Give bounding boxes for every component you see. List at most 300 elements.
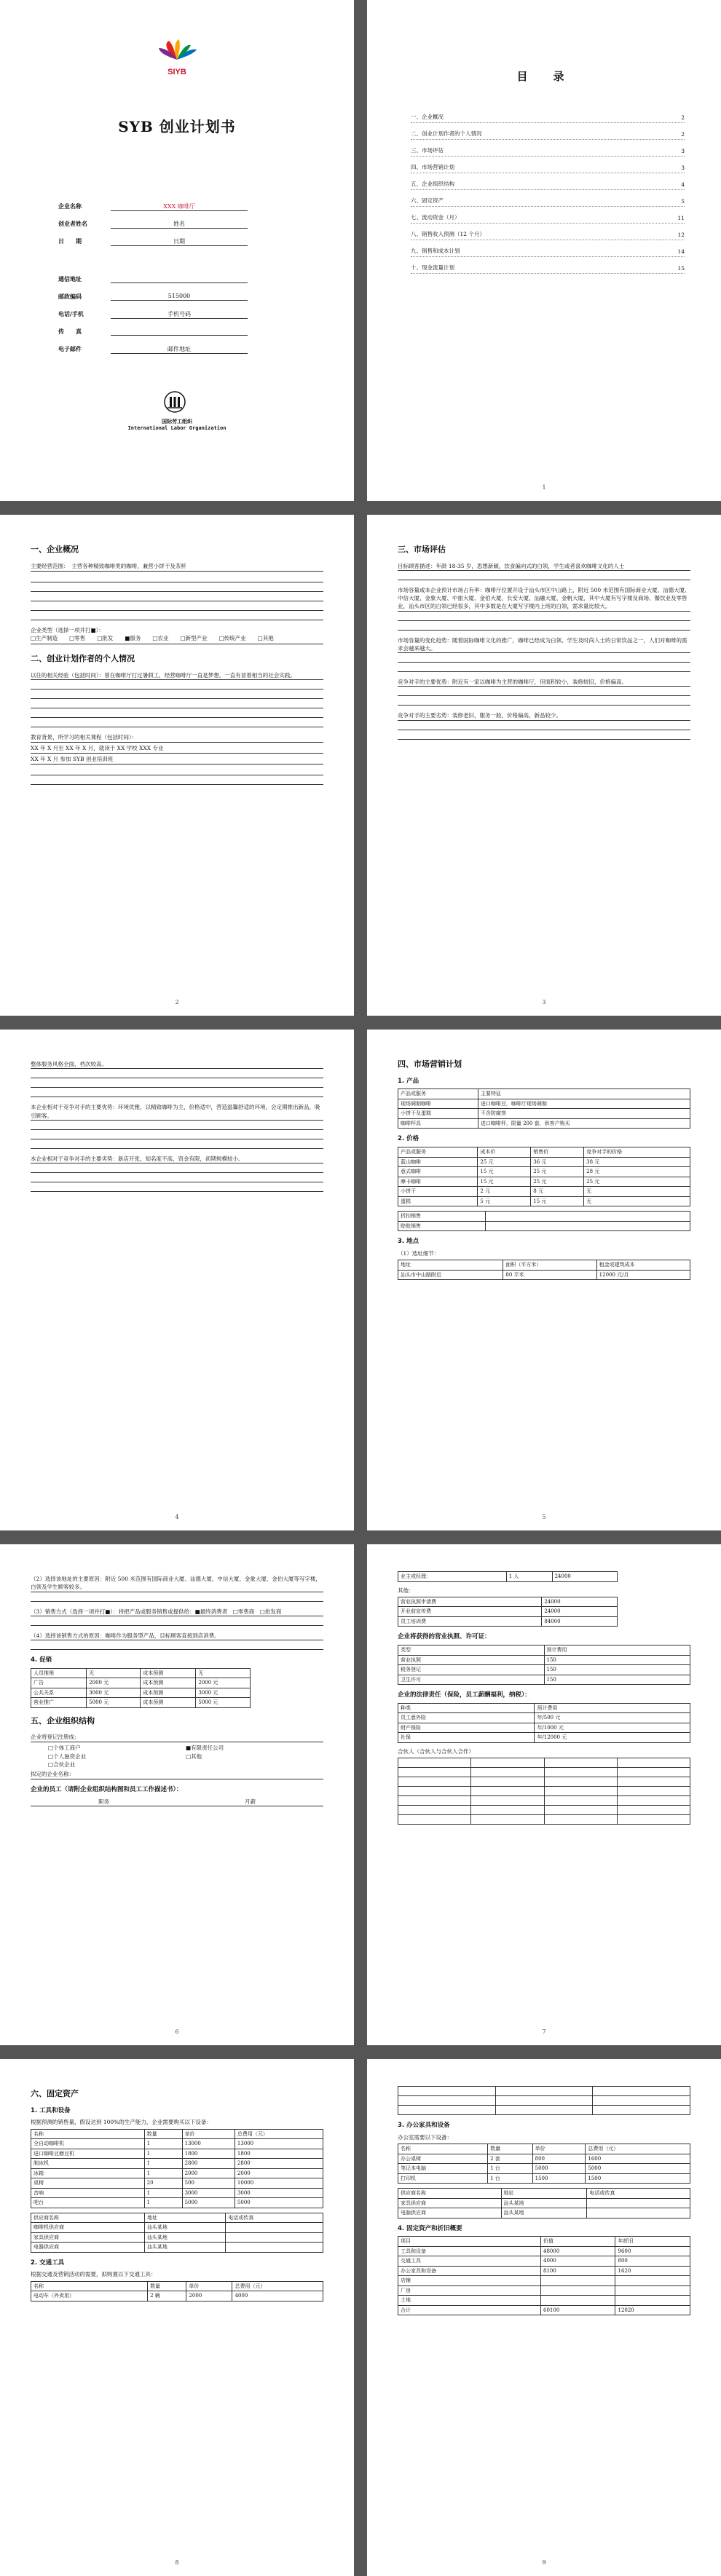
table-cell: 小饼干 xyxy=(398,1187,478,1197)
insurance-table xyxy=(398,1703,690,1743)
table-cell: 1500 xyxy=(586,2173,690,2184)
table-cell: 全自动咖啡机 xyxy=(31,2139,145,2149)
table-cell: 3000 元 xyxy=(87,1688,141,1698)
toc-list xyxy=(411,106,685,274)
table-header-cell: 成本价 xyxy=(478,1147,531,1158)
table-header-cell: 数量 xyxy=(144,2129,182,2139)
table-cell: 150 xyxy=(544,1655,690,1665)
table-row xyxy=(398,1118,690,1129)
other-fund-label: 其他： xyxy=(398,1587,414,1594)
table-row xyxy=(398,1665,690,1675)
table-cell: 进口咖啡豆磨豆机 xyxy=(31,2149,145,2159)
table-row xyxy=(31,1688,251,1698)
credit-label: 赊账销售 xyxy=(398,1221,486,1231)
table-row xyxy=(31,2139,323,2149)
toc-item-label: 七、流动资金（月） xyxy=(411,214,460,221)
table-cell: 500 xyxy=(182,2178,235,2189)
page-number: 3 xyxy=(542,999,546,1005)
cover-field-value: 邮件地址 xyxy=(111,345,248,354)
cover-field-label: 创业者姓名 xyxy=(58,221,87,227)
table-row xyxy=(398,1597,618,1607)
table-cell: 2 元 xyxy=(478,1187,531,1197)
ilo-emblem-icon xyxy=(163,390,186,414)
table-cell: 1800 xyxy=(182,2149,235,2159)
table-cell: 年/12000 元 xyxy=(535,1733,690,1743)
table-cell: 音响 xyxy=(31,2188,145,2198)
table-cell: 汕头某地 xyxy=(144,2223,225,2233)
table-cell xyxy=(615,2276,690,2286)
table-cell: 1620 xyxy=(615,2266,690,2276)
table-row xyxy=(31,2291,323,2302)
table-row xyxy=(398,2208,690,2219)
table-cell xyxy=(587,2208,690,2219)
table-row xyxy=(31,2243,323,2253)
table-cell: 800 xyxy=(615,2256,690,2267)
cover-field xyxy=(58,237,248,246)
table-header-cell: 类型 xyxy=(398,1645,545,1656)
toc-item-label: 六、固定资产 xyxy=(411,197,444,204)
vehicle-table xyxy=(31,2281,323,2302)
table-header-cell: 项目 xyxy=(398,2237,541,2247)
table-cell: 成本预测 xyxy=(141,1668,196,1678)
table-cell: 不含防腐剂 xyxy=(478,1109,690,1119)
org-name-cn: 国际劳工组织 xyxy=(162,418,192,424)
table-cell: 店铺 xyxy=(398,2276,541,2286)
table-header-cell: 供应商名称 xyxy=(398,2189,502,2199)
subheading: 4. 促销 xyxy=(31,1656,52,1664)
toc-item-label: 四、市场营销计划 xyxy=(411,164,454,170)
table-header-cell: 产品或服务 xyxy=(398,1089,478,1099)
table-header-cell: 地址 xyxy=(398,1260,503,1271)
table-cell xyxy=(587,2198,690,2208)
toc-item-label: 十、现金流量计划 xyxy=(411,264,454,271)
table-header-cell: 单价 xyxy=(186,2281,232,2291)
section-heading: 二、创业计划作者的个人情况 xyxy=(31,654,135,663)
table-cell: 办公桌椅 xyxy=(398,2154,488,2164)
table-row xyxy=(31,2223,323,2233)
table-cell: 开业前宣传费 xyxy=(398,1607,542,1617)
org-label: 企业将登记注册成： xyxy=(31,1733,323,1742)
table-cell xyxy=(226,2223,323,2233)
table-header-cell: 单价 xyxy=(182,2129,235,2139)
overview-page xyxy=(0,515,354,1016)
office-table xyxy=(398,2144,690,2184)
fund-list-table xyxy=(398,1597,618,1627)
trans-note: 根据交通及营销活动的需要，拟购置以下交通工具： xyxy=(31,2271,157,2278)
table-cell: 广告 xyxy=(31,1678,87,1688)
table-cell: 4000 xyxy=(541,2256,615,2267)
table-cell: 24000 xyxy=(552,1572,617,1582)
subheading: 3. 地点 xyxy=(398,1238,419,1245)
section-heading: 三、市场评估 xyxy=(398,545,446,554)
table-cell: 84000 xyxy=(542,1616,617,1627)
toc-item[interactable] xyxy=(411,106,685,123)
partner-label: 合伙人（合伙人与合伙人合作） xyxy=(398,1747,474,1755)
toc-item[interactable] xyxy=(411,224,685,240)
toc-item-label: 九、销售和成本计划 xyxy=(411,248,460,254)
table-cell: 5000 xyxy=(235,2198,323,2208)
table-cell: 社保 xyxy=(398,1733,535,1743)
table-row xyxy=(398,1572,618,1582)
org-name-en: International Labor Organization xyxy=(127,425,226,431)
table-cell: 1600 xyxy=(586,2154,690,2164)
table-header-cell: 竞争对手的价格 xyxy=(584,1147,690,1158)
table-header-cell: 预计费用 xyxy=(544,1645,690,1656)
logo-text: SIYB xyxy=(168,68,186,76)
page-number: 9 xyxy=(542,2559,546,2566)
table-header-cell: 价值 xyxy=(541,2237,615,2247)
org-type-option[interactable]: □个体工商户 xyxy=(48,1745,81,1752)
table-cell: 13000 xyxy=(235,2139,323,2149)
subheading: 4. 固定资产和折旧概要 xyxy=(398,2224,462,2232)
business-type-option[interactable]: □批发 xyxy=(97,634,114,641)
table-row xyxy=(398,1167,690,1177)
table-row xyxy=(398,1157,690,1167)
cover-field-value: 515000 xyxy=(111,293,248,301)
table-row xyxy=(398,2198,690,2208)
subheading: 2. 交通工具 xyxy=(31,2259,65,2267)
org-type-option[interactable]: □其他 xyxy=(186,1753,202,1760)
cover-field xyxy=(58,310,248,319)
table-cell xyxy=(615,2285,690,2296)
advantage-page xyxy=(0,1030,354,1530)
table-row xyxy=(398,1607,618,1617)
table-cell: 汕头某地 xyxy=(144,2232,225,2243)
product-table xyxy=(398,1089,690,1129)
table-cell: 家具供应商 xyxy=(398,2198,502,2208)
toc-item[interactable] xyxy=(411,157,685,173)
table-header-cell: 总费用（元） xyxy=(232,2281,323,2291)
subheading: 1. 产品 xyxy=(398,1077,419,1085)
table-cell: 员工培训费 xyxy=(398,1616,542,1627)
table-cell: 电器供应商 xyxy=(31,2243,145,2253)
subheading: 3. 办公家具和设备 xyxy=(398,2122,450,2129)
staff-col-salary: 月薪 xyxy=(245,1798,256,1805)
business-type-options xyxy=(31,634,323,644)
table-cell: 汕头市中山路附近 xyxy=(398,1270,503,1280)
cover-field-label: 企业名称 xyxy=(58,203,82,210)
cover-page xyxy=(0,0,354,501)
table-row xyxy=(398,2285,690,2296)
table-cell: 意式咖啡 xyxy=(398,1167,478,1177)
table-header-cell: 数量 xyxy=(488,2144,533,2154)
table-cell: 进口咖啡杯，限量 200 套，供客户购买 xyxy=(478,1118,690,1129)
table-cell: 摩卡咖啡 xyxy=(398,1177,478,1187)
insurance-label: 企业的法律责任（保险，员工薪酬福利，纳税）： xyxy=(398,1691,531,1699)
toc-item-label: 一、企业概况 xyxy=(411,114,444,120)
table-cell xyxy=(541,2296,615,2306)
table-cell: 现场调制咖啡 xyxy=(398,1099,478,1109)
partner-table xyxy=(398,1758,690,1825)
business-type-option[interactable]: □新型产业 xyxy=(180,634,208,641)
paragraph: 整体服务风格全面，档次较高。 xyxy=(31,1060,323,1069)
business-type-option[interactable]: □农业 xyxy=(152,634,169,641)
sales-terms-table xyxy=(398,1211,690,1231)
table-cell: 营业推广 xyxy=(31,1698,87,1708)
staff-columns xyxy=(31,1798,323,1806)
table-cell: 业主或经理： xyxy=(398,1572,507,1582)
table-row xyxy=(398,1109,690,1119)
table-cell: 2800 xyxy=(235,2159,323,2169)
table-cell: 2000 元 xyxy=(196,1678,250,1688)
cover-field xyxy=(58,328,248,336)
table-cell: 25 元 xyxy=(531,1167,584,1177)
business-type-option[interactable]: □生产制造 xyxy=(31,634,58,641)
table-cell: 无 xyxy=(584,1196,690,1206)
table-row xyxy=(398,1187,690,1197)
table-header-cell: 年折旧 xyxy=(615,2237,690,2247)
paragraph: 市场容量的变化趋势：随着国际咖啡文化的推广，咖啡已经成为白领、学生及时尚人士的日常饮品之一，人们对咖啡的需求会越来越大。 xyxy=(398,636,690,654)
table-row xyxy=(31,1698,251,1708)
table-row xyxy=(31,2168,323,2178)
business-scope: 主要经营范围： 主营各种精致咖啡类的咖啡，兼营小饼干及茶杯 xyxy=(31,562,323,572)
table-cell: 人员推销 xyxy=(31,1668,87,1678)
toc-item[interactable] xyxy=(411,257,685,274)
table-cell: 成本预测 xyxy=(141,1678,196,1688)
table-header-cell: 地址 xyxy=(501,2189,587,2199)
place-sub: （1）选址细节： xyxy=(398,1249,440,1257)
supplier-table xyxy=(31,2213,323,2253)
section-heading: 一、企业概况 xyxy=(31,545,79,554)
table-row xyxy=(31,2188,323,2198)
table-header-cell: 名称 xyxy=(398,2144,488,2154)
blank-table xyxy=(398,2086,690,2115)
toc-item-page: 4 xyxy=(681,181,685,188)
table-cell: 1 台 xyxy=(488,2164,533,2174)
table-cell xyxy=(541,2276,615,2286)
toc-item-label: 八、销售收入预测（12 个月） xyxy=(411,231,485,237)
table-cell: 1 xyxy=(144,2139,182,2149)
license-page xyxy=(367,1544,721,2045)
table-header-cell: 电话或传真 xyxy=(587,2189,690,2199)
org-name-label: 拟定的企业名称： xyxy=(31,1770,323,1779)
toc-item[interactable] xyxy=(411,240,685,257)
cover-field-value: XXX 咖啡厅 xyxy=(111,202,248,211)
table-cell: 营业执照 xyxy=(398,1655,545,1665)
table-cell: 8 元 xyxy=(531,1187,584,1197)
license-label: 企业将获得的营业执照、许可证： xyxy=(398,1633,491,1641)
table-cell: 小饼干及蛋糕 xyxy=(398,1109,478,1119)
cover-field-label: 传 真 xyxy=(58,328,82,335)
table-row xyxy=(398,2246,690,2256)
table-cell: 1800 xyxy=(235,2149,323,2159)
table-header-cell: 种类 xyxy=(398,1703,535,1713)
cover-field-label: 电话/手机 xyxy=(58,311,84,317)
table-cell: 进口咖啡豆，咖啡厅现场调制 xyxy=(478,1099,690,1109)
toc-item[interactable] xyxy=(411,173,685,190)
table-cell: 财产保险 xyxy=(398,1723,535,1733)
table-row xyxy=(398,1723,690,1733)
org-type-option[interactable]: ■有限责任公司 xyxy=(186,1745,224,1752)
table-header-cell: 总费用（元） xyxy=(235,2129,323,2139)
siyb-logo-icon xyxy=(153,38,201,77)
asset-summary-table xyxy=(398,2236,690,2315)
fixed-assets-page xyxy=(0,2059,354,2576)
table-header-cell: 预计费用 xyxy=(535,1703,690,1713)
table-row xyxy=(398,2276,690,2286)
table-cell: 1 xyxy=(144,2198,182,2208)
paragraph: （2）选择该地址的主要原因：附近 500 米范围有国际商业大厦、汕德大厦、中信大厦、金象大厦、金伯大厦等写字楼，白领及学生顾客较多。 xyxy=(31,1575,323,1592)
table-cell: 1 xyxy=(144,2188,182,2198)
table-cell: 25 元 xyxy=(531,1177,584,1187)
section-heading: 四、市场营销计划 xyxy=(398,1059,462,1069)
toc-item-page: 12 xyxy=(677,232,685,238)
supplier-table xyxy=(398,2188,690,2219)
table-cell: 15 元 xyxy=(478,1167,531,1177)
page-number: 2 xyxy=(175,999,179,1005)
cover-field-value: 手机号码 xyxy=(111,310,248,319)
table-cell: 12020 xyxy=(615,2305,690,2315)
table-cell: 5 元 xyxy=(478,1196,531,1206)
table-cell: 冰箱 xyxy=(31,2168,145,2178)
table-cell xyxy=(541,2285,615,2296)
market-page xyxy=(367,515,721,1016)
table-cell: 2 套 xyxy=(488,2154,533,2164)
table-header-cell: 主要特征 xyxy=(478,1089,690,1099)
table-cell: 2000 xyxy=(235,2168,323,2178)
table-cell: 2000 元 xyxy=(87,1678,141,1688)
toc-item-page: 15 xyxy=(677,265,685,272)
table-row xyxy=(31,2159,323,2169)
table-row xyxy=(31,2232,323,2243)
toc-item-label: 五、企业组织结构 xyxy=(411,181,454,187)
page-number: 4 xyxy=(175,1514,179,1520)
table-cell: 5000 xyxy=(586,2164,690,2174)
table-row xyxy=(398,2164,690,2174)
page-number: 6 xyxy=(175,2028,179,2035)
table-cell: 公共关系 xyxy=(31,1688,87,1698)
toc-page xyxy=(367,0,721,501)
table-cell: 1 xyxy=(144,2149,182,2159)
toc-item-page: 14 xyxy=(677,248,685,255)
table-cell: 交通工具 xyxy=(398,2256,541,2267)
discount-label: 折扣销售 xyxy=(398,1212,486,1222)
cover-field xyxy=(58,220,248,229)
promotion-table xyxy=(31,1668,251,1708)
table-cell: 15 元 xyxy=(531,1196,584,1206)
table-cell: 打印机 xyxy=(398,2173,488,2184)
paragraph: 本企业相对于竞争对手的主要优势：环境优雅，以精致咖啡为主，价格适中，营造温馨舒适的环境，会定期推出新品，吸引顾客。 xyxy=(31,1103,323,1121)
staff-label: 企业的员工（请附企业组织结构图和员工工作描述书）： xyxy=(31,1786,183,1793)
table-cell: 3000 xyxy=(235,2188,323,2198)
toc-item[interactable] xyxy=(411,207,685,224)
education-line: XX 年 X 月 参加 SYB 创业培训班 xyxy=(31,755,323,764)
table-row xyxy=(31,2178,323,2189)
paragraph: 本企业相对于竞争对手的主要劣势：新店开张，知名度不高，资金有限，初期规模较小。 xyxy=(31,1155,323,1163)
toc-item-page: 11 xyxy=(677,215,685,221)
table-cell: 5000 xyxy=(532,2164,586,2174)
toc-item[interactable] xyxy=(411,140,685,157)
table-cell: 2000 xyxy=(182,2168,235,2178)
license-table xyxy=(398,1645,690,1685)
paragraph: （3）销售方式（选择一项并打■）：将把产品或服务销售或提供给：■最终消费者 □零售商 □批发商 xyxy=(31,1608,323,1616)
subheading: 2. 价格 xyxy=(398,1135,419,1143)
table-cell: 土地 xyxy=(398,2296,541,2306)
table-cell: 无 xyxy=(87,1668,141,1678)
business-type-option[interactable]: ■服务 xyxy=(125,634,141,641)
table-cell: 150 xyxy=(544,1665,690,1675)
subheading: 1. 工具和设备 xyxy=(31,2106,71,2114)
table-cell: 1 人 xyxy=(506,1572,552,1582)
table-cell: 笔记本电脑 xyxy=(398,2164,488,2174)
table-cell: 年/1000 元 xyxy=(535,1723,690,1733)
table-header-cell: 名称 xyxy=(31,2281,148,2291)
table-cell: 咖啡杯具 xyxy=(398,1118,478,1129)
table-cell: 2000 xyxy=(186,2291,232,2302)
table-cell: 80 平米 xyxy=(503,1270,596,1280)
table-cell: 厂房 xyxy=(398,2285,541,2296)
business-type-option[interactable]: □零售 xyxy=(69,634,86,641)
table-row xyxy=(31,1678,251,1688)
table-cell: 税务登记 xyxy=(398,1665,545,1675)
business-type-option[interactable]: □其他 xyxy=(257,634,274,641)
table-row xyxy=(398,1196,690,1206)
toc-item-page: 2 xyxy=(681,114,685,121)
table-cell: 15 元 xyxy=(478,1177,531,1187)
table-cell: 电动车（外卖用） xyxy=(31,2291,148,2302)
table-cell: 4000 xyxy=(232,2291,323,2302)
table-cell xyxy=(615,2296,690,2306)
toc-item-page: 5 xyxy=(681,198,685,205)
table-cell: 5000 元 xyxy=(196,1698,250,1708)
experience-text: 以往的相关经验（包括时间）：曾在咖啡厅打过暑假工，经营咖啡厅一直是梦想，一直有冒着相当的社会实践。 xyxy=(31,671,323,680)
section-heading: 五、企业组织结构 xyxy=(31,1715,95,1726)
toc-item-page: 3 xyxy=(681,165,685,171)
table-row xyxy=(31,1668,251,1678)
table-cell: 成本预测 xyxy=(141,1698,196,1708)
table-cell: 制冰机 xyxy=(31,2159,145,2169)
cover-field-value: 姓名 xyxy=(111,220,248,229)
table-cell: 蛋糕 xyxy=(398,1196,478,1206)
table-header-cell: 销售价 xyxy=(531,1147,584,1158)
table-cell xyxy=(226,2243,323,2253)
cover-field-value xyxy=(111,275,248,283)
table-cell: 8100 xyxy=(541,2266,615,2276)
location-table xyxy=(398,1260,690,1280)
table-row xyxy=(31,2149,323,2159)
table-cell: 电脑供应商 xyxy=(398,2208,502,2219)
business-type-option[interactable]: □传统产业 xyxy=(218,634,246,641)
cover-field-label: 通信地址 xyxy=(58,276,82,283)
table-row xyxy=(398,2266,690,2276)
table-header-cell: 面积（平方米） xyxy=(503,1260,596,1271)
table-cell: 蓝山咖啡 xyxy=(398,1157,478,1167)
table-cell: 2800 xyxy=(182,2159,235,2169)
organization-page xyxy=(0,1544,354,2045)
table-header-cell: 名称 xyxy=(31,2129,145,2139)
org-type-option[interactable]: □合伙企业 xyxy=(48,1761,76,1768)
table-cell: 5000 xyxy=(182,2198,235,2208)
toc-item[interactable] xyxy=(411,123,685,140)
office-page xyxy=(367,2059,721,2576)
toc-item[interactable] xyxy=(411,190,685,207)
marketing-page xyxy=(367,1030,721,1530)
table-row xyxy=(398,2305,690,2315)
org-type-option[interactable]: □个人独资企业 xyxy=(48,1753,87,1760)
table-row xyxy=(398,1177,690,1187)
table-row xyxy=(398,1616,618,1627)
table-header-cell: 租金或建筑成本 xyxy=(596,1260,690,1271)
table-row xyxy=(398,2154,690,2164)
table-cell: 员工意外险 xyxy=(398,1713,535,1723)
plan-title: SYB 创业计划书 xyxy=(118,118,236,135)
cover-field xyxy=(58,345,248,354)
table-cell: 60100 xyxy=(541,2305,615,2315)
table-row xyxy=(398,1675,690,1685)
table-cell: 24000 xyxy=(542,1597,617,1607)
org-type-options xyxy=(31,1744,323,1769)
paragraph: （4）选择该销售方式的原因：咖啡作为服务型产品，目标顾客直接到店消费。 xyxy=(31,1632,323,1640)
